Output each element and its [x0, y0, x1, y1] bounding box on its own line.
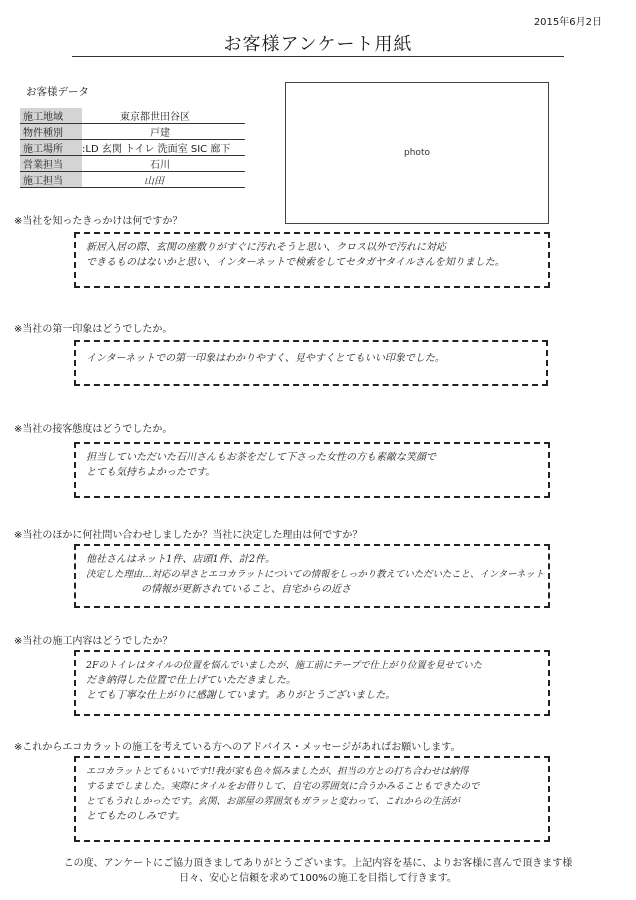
info-value: 山田 — [82, 172, 245, 188]
answer-line: とても丁寧な仕上がりに感謝しています。ありがとうございました。 — [86, 690, 396, 701]
answer-box-5 — [74, 650, 550, 716]
info-row-construction — [20, 172, 245, 188]
photo-label: photo — [404, 148, 430, 158]
info-row-sales — [20, 156, 245, 172]
info-label: 物件種別 — [20, 124, 82, 140]
answer-box-2 — [74, 340, 548, 386]
answer-line: とてもうれしかったです。玄関、お部屋の雰囲気もガラッと変わって、これからの生活が — [86, 796, 460, 807]
info-value: 戸建 — [82, 124, 245, 140]
info-label: 営業担当 — [20, 156, 82, 172]
question-2: ※当社の第一印象はどうでしたか。 — [14, 324, 173, 335]
question-1: ※当社を知ったきっかけは何ですか？ — [14, 216, 183, 227]
answer-line: とてもたのしみです。 — [86, 811, 186, 822]
info-label: 施工担当 — [20, 172, 82, 188]
answer-box-3 — [74, 442, 550, 498]
answer-line: とても気持ちよかったです。 — [86, 467, 216, 478]
answer-line: 決定した理由…対応の早さとエコカラットについての情報をしっかり教えていただいたこと、インターネット — [86, 569, 545, 580]
info-row-area — [20, 108, 245, 124]
answer-line: の情報が更新されていること、自宅からの近さ — [141, 584, 351, 595]
answer-line: するまでしました。実際にタイルをお借りして、自宅の雰囲気に合うかみることもできたので — [86, 781, 480, 792]
question-3: ※当社の接客態度はどうでしたか。 — [14, 424, 173, 435]
answer-box-6 — [74, 756, 550, 842]
answer-line: エコカラットとてもいいです!!我が家も色々悩みましたが、担当の方との打ち合わせは納得 — [86, 766, 469, 777]
customer-info-table — [20, 108, 245, 188]
info-label: 施工地域 — [20, 108, 82, 124]
date: 2015年6月2日 — [533, 17, 602, 28]
answer-box-4 — [74, 544, 550, 608]
photo-placeholder — [285, 82, 549, 224]
info-label: 施工場所 — [20, 140, 82, 156]
answer-line: インターネットでの第一印象はわかりやすく、見やすくとてもいい印象でした。 — [86, 353, 445, 364]
info-value: :LD 玄関 トイレ 洗面室 SIC 廊下 — [82, 140, 245, 156]
title-underline — [72, 56, 564, 57]
page-title: お客様アンケート用紙 — [223, 34, 413, 55]
question-4: ※当社のほかに何社問い合わせしましたか？当社に決定した理由は何ですか？ — [14, 530, 363, 541]
footer-line: 日々、安心と信頼を求めて100%の施工を目指して行きます。 — [179, 873, 457, 884]
answer-line: 新居入居の際、玄関の座敷りがすぐに汚れそうと思い、クロス以外で汚れに対応 — [86, 242, 446, 253]
answer-line: できるものはないかと思い、インターネットで検索をしてセタガヤタイルさんを知りました。 — [86, 257, 505, 268]
answer-line: だき納得した位置で仕上げていただきました。 — [86, 675, 296, 686]
info-row-type — [20, 124, 245, 140]
info-row-location — [20, 140, 245, 156]
answer-line: 担当していただいた石川さんもお茶をだして下さった女性の方も素敵な笑顔で — [86, 452, 436, 463]
answer-line: 他社さんはネット1件、店頭1件、計2件。 — [86, 554, 276, 565]
footer-line: この度、アンケートにご協力頂きましてありがとうございます。上記内容を基に、よりお客様に喜んで頂きます様 — [63, 858, 573, 869]
info-value: 石川 — [82, 156, 245, 172]
question-5: ※当社の施工内容はどうでしたか？ — [14, 636, 173, 647]
answer-box-1 — [74, 232, 550, 288]
info-value: 東京都世田谷区 — [82, 108, 245, 124]
customer-data-heading: お客様データ — [26, 86, 89, 98]
footer-message — [0, 856, 636, 886]
answer-line: 2Fのトイレはタイルの位置を悩んでいましたが、施工前にテープで仕上がり位置を見せていた — [86, 660, 483, 671]
question-6: ※これからエコカラットの施工を考えている方へのアドバイス・メッセージがあればお願いします。 — [14, 742, 461, 753]
